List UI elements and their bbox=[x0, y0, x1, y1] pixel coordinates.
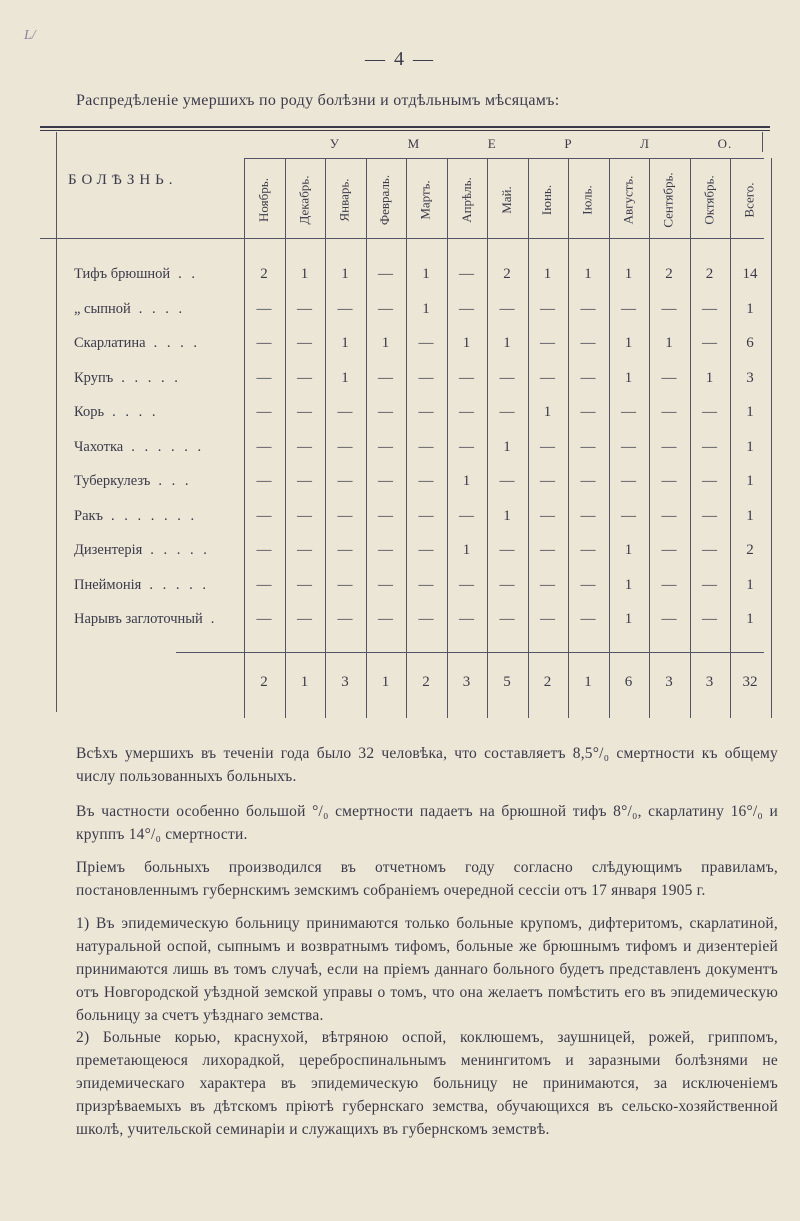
table-cell: 1 bbox=[503, 335, 511, 351]
group-header-letter: Л bbox=[640, 136, 650, 151]
table-cell: 2 bbox=[503, 266, 511, 282]
month-header-label: Декабрь. bbox=[296, 175, 312, 225]
month-header bbox=[528, 160, 568, 240]
table-cell: 1 bbox=[341, 369, 349, 386]
group-header-letter: У bbox=[329, 136, 341, 151]
month-header bbox=[568, 160, 608, 240]
month-header bbox=[285, 160, 325, 240]
leader-dots: . . . . . . . bbox=[111, 507, 198, 524]
table-cell: — bbox=[661, 542, 677, 558]
month-header-label: Августъ. bbox=[620, 175, 636, 225]
total-cell: 32 bbox=[742, 674, 758, 690]
table-cell: — bbox=[256, 611, 272, 627]
table-cell: — bbox=[499, 576, 515, 593]
group-header-letter: М bbox=[407, 136, 421, 151]
total-cell: 6 bbox=[624, 674, 633, 690]
leader-dots: . . . . . . bbox=[131, 438, 205, 455]
table-cell: — bbox=[297, 369, 312, 386]
table-cell: — bbox=[459, 438, 474, 455]
group-header-letter: Р bbox=[564, 136, 573, 151]
month-header-label: Ноябрь. bbox=[256, 178, 272, 222]
leader-dots: . . . . . bbox=[150, 542, 210, 558]
group-header-underline bbox=[244, 158, 764, 159]
disease-row-label bbox=[74, 577, 244, 594]
month-header-label: Всего. bbox=[741, 182, 757, 218]
table-cell: — bbox=[702, 300, 717, 317]
table-cell: — bbox=[459, 369, 474, 386]
disease-row-label bbox=[74, 508, 244, 525]
disease-row-label bbox=[74, 335, 244, 352]
table-cell: — bbox=[702, 438, 717, 455]
table-cell: — bbox=[256, 335, 272, 351]
table-cell: — bbox=[499, 369, 515, 386]
table-cell: — bbox=[702, 542, 717, 558]
table-cell: — bbox=[621, 507, 636, 524]
table-cell: — bbox=[580, 611, 596, 627]
table-cell: — bbox=[297, 576, 312, 593]
table-cell: — bbox=[378, 300, 393, 317]
table-cell: — bbox=[540, 473, 555, 489]
table-cell: — bbox=[256, 507, 272, 524]
paragraph-mortality-specific: Въ частности особенно большой °/₀ смертности падаетъ на брюшной тифъ 8°/₀, скарлатину 16°/₀ и круппъ 14°/₀ смертности. bbox=[76, 803, 778, 843]
table-cell: 1 bbox=[624, 335, 633, 351]
disease-row-label bbox=[74, 301, 244, 318]
table-cell: — bbox=[540, 611, 555, 627]
table-cell: — bbox=[540, 369, 555, 386]
table-right-mark bbox=[762, 132, 763, 152]
table-cell: — bbox=[661, 576, 677, 593]
table-cell: 2 bbox=[260, 266, 268, 282]
table-cell: — bbox=[540, 576, 555, 593]
margin-mark: L/ bbox=[24, 28, 36, 43]
table-cell: — bbox=[459, 266, 474, 282]
table-cell: — bbox=[297, 611, 312, 627]
table-cell: — bbox=[540, 542, 555, 558]
table-cell: — bbox=[378, 369, 393, 386]
table-cell: — bbox=[580, 369, 596, 386]
table-top-rule bbox=[40, 126, 770, 128]
disease-row-label bbox=[74, 542, 244, 559]
table-cell: — bbox=[661, 300, 677, 317]
table-cell: 3 bbox=[746, 369, 754, 386]
table-cell: — bbox=[661, 611, 677, 627]
table-cell: 1 bbox=[543, 404, 552, 420]
table-cell: — bbox=[378, 404, 393, 420]
month-header-label: Сентябрь. bbox=[661, 172, 676, 228]
table-cell: — bbox=[297, 473, 312, 489]
disease-name: Скарлатина bbox=[74, 335, 146, 351]
group-header-umerlo bbox=[296, 130, 766, 158]
month-header bbox=[447, 160, 487, 240]
table-cell: 1 bbox=[422, 266, 430, 282]
table-cell: — bbox=[337, 576, 353, 593]
table-cell: 1 bbox=[584, 266, 592, 282]
column-divider bbox=[771, 158, 772, 718]
table-cell: — bbox=[580, 473, 596, 489]
table-cell: — bbox=[459, 404, 474, 420]
table-cell: 1 bbox=[341, 266, 349, 282]
disease-column-header: БОЛѢЗНЬ. bbox=[68, 172, 178, 188]
disease-name: Дизентерія bbox=[74, 542, 143, 558]
total-cell: 2 bbox=[543, 674, 552, 690]
table-cell: 1 bbox=[624, 576, 633, 593]
table-cell: — bbox=[378, 507, 393, 524]
table-cell: — bbox=[661, 404, 677, 420]
table-cell: — bbox=[540, 335, 555, 351]
total-cell: 1 bbox=[584, 674, 592, 690]
group-header-letter: Е bbox=[487, 136, 497, 151]
table-cell: — bbox=[256, 369, 272, 386]
table-cell: 2 bbox=[705, 266, 714, 282]
total-cell: 3 bbox=[665, 674, 673, 690]
table-cell: — bbox=[418, 335, 434, 351]
table-cell: 1 bbox=[503, 438, 511, 455]
table-left-border bbox=[56, 132, 57, 712]
table-cell: — bbox=[337, 542, 353, 558]
disease-name: „ сыпной bbox=[74, 300, 131, 317]
month-header-label: Іюнь. bbox=[539, 184, 555, 216]
month-header-label: Январь. bbox=[337, 178, 353, 222]
total-cell: 3 bbox=[341, 674, 349, 690]
table-cell: — bbox=[256, 473, 272, 489]
table-cell: — bbox=[256, 438, 272, 455]
table-cell: — bbox=[337, 438, 353, 455]
table-cell: — bbox=[337, 611, 353, 627]
disease-name: Корь bbox=[74, 404, 105, 420]
table-cell: 1 bbox=[624, 611, 633, 627]
disease-row-label bbox=[74, 611, 244, 628]
month-header bbox=[609, 160, 649, 240]
table-cell: 1 bbox=[746, 576, 754, 593]
table-cell: 1 bbox=[624, 542, 633, 558]
table-cell: — bbox=[580, 576, 596, 593]
table-cell: 1 bbox=[665, 335, 673, 351]
table-cell: — bbox=[256, 576, 272, 593]
leader-dots: . . . . bbox=[153, 335, 200, 351]
table-cell: — bbox=[499, 300, 515, 317]
table-cell: 1 bbox=[341, 335, 349, 351]
table-cell: — bbox=[418, 507, 434, 524]
table-cell: 1 bbox=[746, 300, 754, 317]
table-cell: — bbox=[418, 542, 434, 558]
table-cell: — bbox=[661, 473, 677, 489]
month-header-label: Февраль. bbox=[377, 174, 393, 226]
table-cell: — bbox=[702, 335, 717, 351]
table-cell: — bbox=[702, 507, 717, 524]
table-cell: — bbox=[661, 438, 677, 455]
page-number: — 4 — bbox=[365, 48, 435, 70]
month-header bbox=[690, 160, 730, 240]
table-cell: — bbox=[378, 542, 393, 558]
leader-dots: . . . . bbox=[112, 404, 159, 420]
total-cell: 5 bbox=[503, 674, 511, 690]
leader-dots: . . bbox=[178, 266, 199, 282]
table-cell: 1 bbox=[422, 300, 430, 317]
table-cell: 1 bbox=[462, 335, 471, 351]
table-cell: — bbox=[337, 300, 353, 317]
disease-row-label bbox=[74, 370, 244, 387]
disease-name: Пнеймонія bbox=[74, 576, 142, 593]
table-cell: — bbox=[378, 266, 393, 282]
table-cell: 1 bbox=[746, 611, 754, 627]
table-cell: — bbox=[499, 611, 515, 627]
table-cell: — bbox=[418, 404, 434, 420]
disease-name: Тифъ брюшной bbox=[74, 266, 171, 282]
paragraph-admission-rules: Пріемъ больныхъ производился въ отчетномъ году согласно слѣдующимъ правиламъ, постановленнымъ губернскимъ земскимъ собраніемъ очередной сессіи отъ 17 января 1905 г. bbox=[76, 859, 778, 899]
table-cell: 1 bbox=[543, 266, 552, 282]
leader-dots: . . . . bbox=[138, 300, 186, 317]
table-cell: — bbox=[580, 507, 596, 524]
table-cell: 6 bbox=[746, 335, 754, 351]
table-cell: — bbox=[297, 335, 312, 351]
table-cell: — bbox=[459, 611, 474, 627]
disease-name: Нарывъ заглоточный bbox=[74, 611, 203, 627]
table-cell: — bbox=[378, 576, 393, 593]
table-cell: 2 bbox=[665, 266, 673, 282]
total-cell: 2 bbox=[260, 674, 268, 690]
table-cell: — bbox=[540, 438, 555, 455]
table-cell: — bbox=[378, 473, 393, 489]
table-cell: — bbox=[459, 300, 474, 317]
table-cell: — bbox=[499, 542, 515, 558]
table-cell: — bbox=[297, 404, 312, 420]
mortality-table bbox=[40, 126, 770, 718]
table-cell: — bbox=[418, 611, 434, 627]
group-header-letter: О. bbox=[717, 136, 733, 151]
table-cell: — bbox=[337, 473, 353, 489]
table-cell: — bbox=[297, 438, 312, 455]
table-cell: — bbox=[418, 438, 434, 455]
table-cell: — bbox=[337, 404, 353, 420]
table-cell: — bbox=[621, 300, 636, 317]
table-cell: — bbox=[580, 335, 596, 351]
table-cell: — bbox=[297, 507, 312, 524]
table-cell: 1 bbox=[300, 266, 309, 282]
disease-row-label bbox=[74, 404, 244, 421]
total-cell: 3 bbox=[462, 674, 471, 690]
total-cell: 2 bbox=[422, 674, 430, 690]
table-cell: 1 bbox=[705, 369, 714, 386]
month-header bbox=[244, 160, 284, 240]
table-cell: 1 bbox=[746, 438, 754, 455]
table-cell: — bbox=[621, 438, 636, 455]
table-cell: — bbox=[256, 300, 272, 317]
table-cell: 1 bbox=[462, 542, 471, 558]
table-cell: — bbox=[459, 576, 474, 593]
month-header bbox=[366, 160, 406, 240]
table-cell: — bbox=[256, 404, 272, 420]
table-cell: 1 bbox=[462, 473, 471, 489]
month-header bbox=[325, 160, 365, 240]
table-cell: — bbox=[418, 473, 434, 489]
total-cell: 1 bbox=[300, 674, 309, 690]
table-cell: 1 bbox=[503, 507, 511, 524]
table-cell: — bbox=[459, 507, 474, 524]
table-cell: 1 bbox=[624, 369, 633, 386]
table-cell: — bbox=[702, 473, 717, 489]
disease-row-label bbox=[74, 439, 244, 456]
total-cell: 1 bbox=[381, 674, 390, 690]
table-cell: — bbox=[540, 300, 555, 317]
month-header-label: Іюль. bbox=[579, 185, 595, 215]
disease-row-label bbox=[74, 266, 244, 283]
leader-dots: . bbox=[210, 611, 218, 627]
table-cell: — bbox=[378, 438, 393, 455]
table-cell: 2 bbox=[746, 542, 754, 558]
month-header bbox=[406, 160, 446, 240]
disease-name: Чахотка bbox=[74, 438, 124, 455]
table-cell: — bbox=[499, 473, 515, 489]
table-cell: — bbox=[297, 542, 312, 558]
disease-row-label bbox=[74, 473, 244, 490]
table-cell: — bbox=[580, 300, 596, 317]
month-header bbox=[730, 160, 770, 240]
paragraph-rule-1: 1) Въ эпидемическую больницу принимаются только больные крупомъ, дифтеритомъ, скарлатиной, натуральной оспой, сыпнымъ и возвратнымъ тифомъ, больные же брюшнымъ тифомъ и дизентеріей принимаются лишь въ томъ случаѣ, если на пріемъ даннаго больного будетъ представленъ документъ отъ Новгородской уѣздной земской управы о томъ, что она желаетъ помѣстить его въ эпидемическую больницу за счетъ уѣзднаго земства. bbox=[76, 915, 778, 1024]
month-header-label: Октябрь. bbox=[701, 175, 717, 225]
table-cell: — bbox=[378, 611, 393, 627]
table-cell: 1 bbox=[746, 507, 754, 524]
table-cell: — bbox=[580, 542, 596, 558]
table-cell: — bbox=[621, 404, 636, 420]
table-cell: — bbox=[337, 507, 353, 524]
total-cell: 3 bbox=[705, 674, 714, 690]
table-cell: — bbox=[418, 369, 434, 386]
table-cell: 14 bbox=[742, 266, 758, 282]
paragraph-rule-2: 2) Больные корью, краснухой, вѣтряною оспой, коклюшемъ, заушницей, рожей, гриппомъ, преметающеюся лихорадкой, цереброспинальнымъ менингитомъ и заразными болѣзнями не эпидемическаго характера въ эпидемическую больницу не принимаются, за исключеніемъ призрѣваемыхъ въ дѣтскомъ пріютѣ губернскаго земства, обучающихся въ сельско-хозяйственной школѣ, учительской семинаріи и служащихъ въ губернскомъ земствѣ. bbox=[76, 1029, 778, 1138]
table-cell: — bbox=[702, 576, 717, 593]
table-cell: — bbox=[540, 507, 555, 524]
paragraph-mortality-total: Всѣхъ умершихъ въ теченіи года было 32 человѣка, что составляетъ 8,5°/₀ смертности къ общему числу пользованныхъ больныхъ. bbox=[76, 745, 778, 785]
table-cell: 1 bbox=[381, 335, 390, 351]
disease-name: Ракъ bbox=[74, 507, 104, 524]
table-cell: — bbox=[702, 611, 717, 627]
totals-rule bbox=[176, 652, 764, 653]
table-cell: 1 bbox=[746, 473, 754, 489]
disease-name: Туберкулезъ bbox=[74, 473, 151, 489]
table-cell: — bbox=[661, 507, 677, 524]
month-header-label: Май. bbox=[498, 186, 514, 214]
month-header-label: Апрѣль. bbox=[458, 177, 474, 223]
leader-dots: . . . bbox=[158, 473, 192, 489]
table-cell: — bbox=[621, 473, 636, 489]
table-cell: 1 bbox=[746, 404, 754, 420]
table-cell: — bbox=[297, 300, 312, 317]
table-cell: — bbox=[580, 404, 596, 420]
table-cell: 1 bbox=[624, 266, 633, 282]
month-header bbox=[487, 160, 527, 240]
leader-dots: . . . . . bbox=[149, 576, 209, 593]
month-header bbox=[649, 160, 689, 240]
table-cell: — bbox=[661, 369, 677, 386]
table-cell: — bbox=[702, 404, 717, 420]
table-cell: — bbox=[418, 576, 434, 593]
leader-dots: . . . . . bbox=[121, 369, 181, 386]
table-cell: — bbox=[256, 542, 272, 558]
table-cell: — bbox=[499, 404, 515, 420]
table-cell: — bbox=[580, 438, 596, 455]
disease-name: Крупъ bbox=[74, 369, 114, 386]
table-heading: Распредѣленіе умершихъ по роду болѣзни и отдѣльнымъ мѣсяцамъ: bbox=[76, 92, 560, 109]
month-header-label: Мартъ. bbox=[418, 180, 433, 220]
